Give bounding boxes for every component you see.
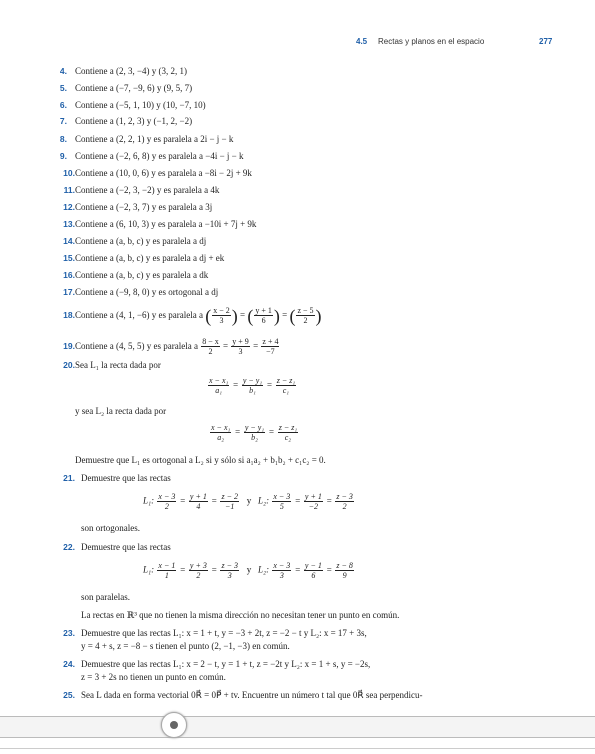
exercise-text: Contiene a (a, b, c) y es paralela a dj bbox=[75, 236, 207, 246]
page-number: 277 bbox=[539, 37, 553, 46]
exercise-number: 12. bbox=[63, 202, 75, 212]
exercise-number: 4. bbox=[59, 66, 67, 76]
exercise-number: 15. bbox=[63, 253, 75, 263]
exercise-item bbox=[0, 115, 595, 128]
exercise-text: Contiene a (−2, 3, 7) y es paralela a 3j bbox=[75, 202, 213, 212]
exercise-text: Contiene a (10, 0, 6) y es paralela a −8i − 2j + 9k bbox=[75, 168, 252, 178]
exercise-text: Contiene a (−2, 3, −2) y es paralela a 4k bbox=[75, 185, 220, 195]
exercise-21: 21. Demuestre que las rectas bbox=[63, 473, 171, 483]
exercise-text: Contiene a (2, 3, −4) y (3, 2, 1) bbox=[75, 66, 188, 76]
exercise-number: 16. bbox=[63, 270, 75, 280]
exercise-number: 13. bbox=[63, 219, 75, 229]
exercise-22: 22. Demuestre que las rectas bbox=[63, 542, 171, 552]
exercise-text: Contiene a (−7, −9, 6) y (9, 5, 7) bbox=[75, 83, 193, 93]
exercise-20: 20. Sea L₁ la recta dada por bbox=[63, 360, 161, 370]
exercise-item bbox=[0, 99, 595, 112]
page-header bbox=[0, 37, 595, 49]
exercise-item bbox=[0, 269, 595, 282]
exercise-text: Contiene a (2, 2, 1) y es paralela a 2i − j − k bbox=[75, 134, 234, 144]
page-scrollbar[interactable] bbox=[0, 716, 595, 738]
exercise-text: Contiene a (−2, 6, 8) y es paralela a −4i − j − k bbox=[75, 151, 244, 161]
exercise-item bbox=[0, 218, 595, 231]
exercise-text: Contiene a (6, 10, 3) y es paralela a −10i + 7j + 9k bbox=[75, 219, 257, 229]
exercise-24: 24. Demuestre que las rectas L₁: x = 2 − t, y = 1 + t, z = −2t y L₂: x = 1 + s, y = −2s, bbox=[63, 659, 371, 669]
exercise-number: 14. bbox=[63, 236, 75, 246]
exercise-item bbox=[0, 235, 595, 248]
exercise-19: 19. Contiene a (4, 5, 5) y es paralela a $\frac{8 - x}{2}$ = $\frac{y + 9}{3}$ = $\frac{z + 4}{-7}$ bbox=[63, 337, 279, 357]
exercise-text: Contiene a (−9, 8, 0) y es ortogonal a dj bbox=[75, 287, 219, 297]
exercise-number: 10. bbox=[63, 168, 75, 178]
exercise-25: 25. Sea L dada en forma vectorial 0R⃗ = 0P⃗ + tv. Encuentre un número t tal que 0R⃗ sea perpendicu- bbox=[63, 690, 423, 700]
exercise-18: 18. Contiene a (4, 1, −6) y es paralela a ( $\frac{x - 2}{3}$ ) = ( $\frac{y + 1}{6}$ ) = ( $\frac{z - 5}{2}$ ) bbox=[63, 305, 322, 326]
exercise-number: 9. bbox=[59, 151, 67, 161]
lines-22: L₁: $\frac{x - 1}{1}$ = $\frac{y + 3}{2}$ = $\frac{z - 3}{3}$ y L₂: $\frac{x - 3}{3}$ = $\frac{y - 1}{6}$ = $\frac{z - 8}{9}$ bbox=[143, 561, 353, 580]
exercise-item bbox=[0, 133, 595, 146]
exercise-text: Contiene a (1, 2, 3) y (−1, 2, −2) bbox=[75, 116, 193, 126]
exercise-item bbox=[0, 184, 595, 197]
equation-l2: $\frac{\text{x − x₁}}{\text{a₂}}$ = $\frac{\text{y − y₁}}{\text{b₂}}$ = $\frac{\text{z − z₁}}{\text{c₂}}$ bbox=[211, 423, 298, 442]
exercise-number: 8. bbox=[59, 134, 67, 144]
equation-l1: $\frac{\text{x − x₁}}{\text{a₁}}$ = $\frac{\text{y − y₁}}{\text{b₁}}$ = $\frac{\text{z − z₁}}{\text{c₁}}$ bbox=[209, 376, 296, 395]
section-title: Rectas y planos en el espacio bbox=[378, 37, 485, 46]
exercise-text: Contiene a (a, b, c) y es paralela a dj + ek bbox=[75, 253, 225, 263]
exercise-number: 17. bbox=[63, 287, 75, 297]
exercise-item bbox=[0, 201, 595, 214]
exercise-number: 7. bbox=[59, 116, 67, 126]
exercise-item bbox=[0, 82, 595, 95]
exercise-item bbox=[0, 286, 595, 299]
exercise-number: 6. bbox=[59, 100, 67, 110]
exercise-number: 11. bbox=[63, 185, 75, 195]
scroll-handle[interactable] bbox=[161, 712, 187, 738]
section-number: 4.5 bbox=[356, 37, 368, 46]
exercise-text: Contiene a (a, b, c) y es paralela a dk bbox=[75, 270, 209, 280]
divider bbox=[0, 748, 595, 749]
exercise-23: 23. Demuestre que las rectas L₁: x = 1 + t, y = −3 + 2t, z = −2 − t y L₂: x = 17 + 3s, bbox=[63, 628, 367, 638]
exercise-item bbox=[0, 252, 595, 265]
exercise-item bbox=[0, 167, 595, 180]
exercise-item bbox=[0, 150, 595, 163]
exercise-text: Contiene a (−5, 1, 10) y (10, −7, 10) bbox=[75, 100, 206, 110]
exercise-number: 5. bbox=[59, 83, 67, 93]
exercise-item bbox=[0, 65, 595, 78]
lines-21: L₁: $\frac{x - 3}{2}$ = $\frac{y + 1}{4}$ = $\frac{z - 2}{-1}$ y L₂: $\frac{x - 3}{5}$ = $\frac{y + 1}{-2}$ = $\frac{z - 3}{2}$ bbox=[143, 492, 353, 511]
